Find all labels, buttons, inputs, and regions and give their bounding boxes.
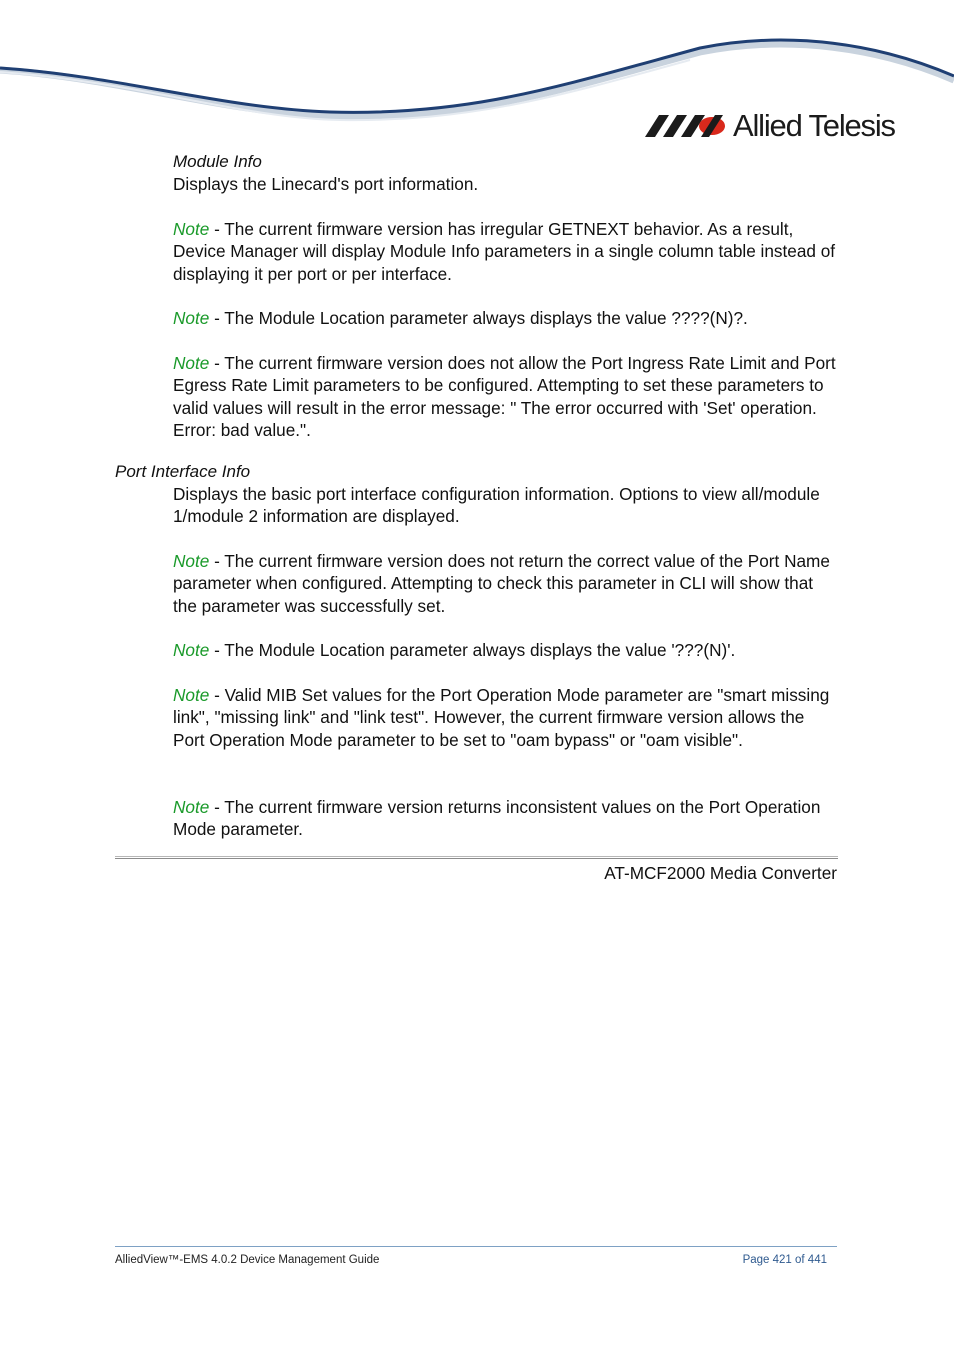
note-text: - The current firmware version returns inconsistent values on the Port Operation Mode parameter. [173, 797, 821, 840]
port-interface-note-3 [173, 684, 837, 751]
module-info-intro: Displays the Linecard's port information. [173, 174, 479, 194]
note-label: Note [173, 797, 210, 817]
footer-page-number: Page 421 of 441 [742, 1254, 827, 1266]
logo-mark-icon [645, 113, 727, 139]
port-interface-note-1 [173, 550, 837, 617]
note-label: Note [173, 640, 210, 660]
module-info-note-2 [173, 307, 837, 329]
note-label: Note [173, 308, 210, 328]
footer-divider [115, 1246, 837, 1247]
port-interface-intro: Displays the basic port interface configuration information. Options to view all/module 1/module 2 information are displayed. [173, 484, 820, 527]
module-info-note-1 [173, 218, 837, 285]
port-interface-note-4 [173, 796, 837, 841]
note-text: - The current firmware version does not allow the Port Ingress Rate Limit and Port Egress Rate Limit parameters to be configured. Attempting to set these parameters to valid values will result in the error message: " The error occurred with 'Set' operation. Error: bad value.". [173, 353, 836, 441]
note-text: - The Module Location parameter always displays the value '???(N)'. [209, 640, 736, 660]
note-text: - The current firmware version has irregular GETNEXT behavior. As a result, Device Manager will display Module Info parameters in a single column table instead of displaying it per port or per interface. [173, 219, 836, 284]
port-interface-note-2 [173, 639, 837, 661]
section-title-module-info: Module Info [173, 152, 262, 171]
note-text: - Valid MIB Set values for the Port Operation Mode parameter are "smart missing link", "missing link" and "link test". However, the current firmware version allows the Port Operation Mode parameter to be set to "oam bypass" or "oam visible". [173, 685, 830, 750]
product-name: AT-MCF2000 Media Converter [604, 863, 837, 883]
section-divider [115, 856, 838, 859]
note-text: - The Module Location parameter always displays the value ????(N)?. [209, 308, 748, 328]
footer-guide-title: AlliedView™-EMS 4.0.2 Device Management Guide [115, 1254, 380, 1266]
allied-telesis-logo [645, 108, 895, 144]
note-label: Note [173, 353, 210, 373]
note-label: Note [173, 219, 210, 239]
section-title-port-interface-info: Port Interface Info [115, 462, 251, 481]
note-label: Note [173, 551, 210, 571]
note-label: Note [173, 685, 210, 705]
logo-wordmark: Allied Telesis [733, 108, 895, 143]
module-info-note-3 [173, 352, 837, 442]
note-text: - The current firmware version does not return the correct value of the Port Name parameter when configured. Attempting to check this parameter in CLI will show that the parameter was successfully set. [173, 551, 830, 616]
